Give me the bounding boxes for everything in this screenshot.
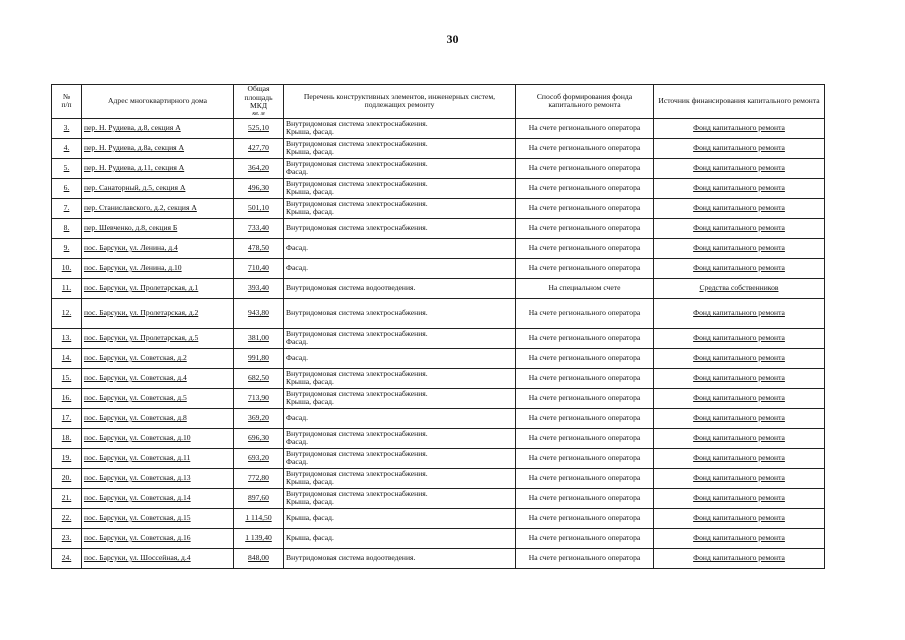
row-method-text: На счете регионального оператора <box>528 352 641 362</box>
row-address-text: пос. Барсуки, ул. Шоссейная, д.4 <box>84 552 191 562</box>
row-source-text: Фонд капитального ремонта <box>693 552 785 562</box>
row-source <box>654 508 825 528</box>
row-area <box>234 408 284 428</box>
row-area <box>234 508 284 528</box>
row-source-text: Фонд капитального ремонта <box>693 472 785 482</box>
table-row <box>52 158 825 178</box>
table-row <box>52 448 825 468</box>
row-method-text: На счете регионального оператора <box>528 472 641 482</box>
row-number <box>52 298 82 328</box>
row-area-text: 496,30 <box>248 182 269 192</box>
row-source <box>654 238 825 258</box>
row-number-text: 20. <box>61 472 72 482</box>
header-area-label: Общая площадь МКД <box>244 84 273 111</box>
row-method <box>516 508 654 528</box>
row-source <box>654 158 825 178</box>
row-number <box>52 448 82 468</box>
row-area-text: 393,40 <box>248 282 269 292</box>
row-area <box>234 138 284 158</box>
row-area <box>234 328 284 348</box>
header-area-unit: кв. м <box>252 110 265 117</box>
row-area <box>234 548 284 568</box>
row-address <box>82 348 234 368</box>
row-number-text: 21. <box>61 492 72 502</box>
table-row <box>52 198 825 218</box>
row-source <box>654 328 825 348</box>
row-elements-text: Фасад. <box>286 262 308 272</box>
row-method <box>516 408 654 428</box>
row-source-text: Фонд капитального ремонта <box>693 512 785 522</box>
row-area <box>234 218 284 238</box>
row-number <box>52 138 82 158</box>
row-source-text: Фонд капитального ремонта <box>693 352 785 362</box>
table-row <box>52 118 825 138</box>
row-number-text: 14. <box>61 352 72 362</box>
row-number <box>52 198 82 218</box>
row-area-text: 772,80 <box>248 472 269 482</box>
row-source-text: Фонд капитального ремонта <box>693 242 785 252</box>
row-address <box>82 488 234 508</box>
row-area-text: 696,30 <box>248 432 269 442</box>
row-elements <box>284 278 516 298</box>
row-method-text: На счете регионального оператора <box>528 432 641 442</box>
row-method <box>516 348 654 368</box>
header-elements: Перечень конструктивных элементов, инженерных систем, подлежащих ремонту <box>284 85 516 119</box>
row-elements-text: Внутридомовая система электроснабжения. Фасад. <box>286 428 428 447</box>
row-elements <box>284 368 516 388</box>
row-number-text: 22. <box>61 512 72 522</box>
row-method <box>516 328 654 348</box>
row-area <box>234 368 284 388</box>
row-method <box>516 488 654 508</box>
row-number-text: 15. <box>61 372 72 382</box>
row-source-text: Фонд капитального ремонта <box>693 432 785 442</box>
row-area <box>234 348 284 368</box>
row-method-text: На счете регионального оператора <box>528 182 641 192</box>
row-source-text: Фонд капитального ремонта <box>693 532 785 542</box>
row-method <box>516 428 654 448</box>
row-address <box>82 528 234 548</box>
row-address-text: пос. Барсуки, ул. Советская, д.2 <box>84 352 187 362</box>
row-address-text: пос. Барсуки, ул. Ленина, д.4 <box>84 242 178 252</box>
row-method-text: На счете регионального оператора <box>528 262 641 272</box>
row-area-text: 991,80 <box>248 352 269 362</box>
table-row <box>52 138 825 158</box>
row-elements-text: Внутридомовая система водоотведения. <box>286 282 416 292</box>
row-address <box>82 328 234 348</box>
row-address <box>82 238 234 258</box>
row-source <box>654 388 825 408</box>
row-address-text: пос. Барсуки, ул. Советская, д.14 <box>84 492 191 502</box>
row-number <box>52 348 82 368</box>
row-area-text: 693,20 <box>248 452 269 462</box>
row-method-text: На счете регионального оператора <box>528 392 641 402</box>
row-elements <box>284 158 516 178</box>
row-source <box>654 468 825 488</box>
table-body <box>52 118 825 568</box>
row-address <box>82 448 234 468</box>
row-area <box>234 468 284 488</box>
row-address <box>82 178 234 198</box>
row-address-text: пос. Барсуки, ул. Советская, д.4 <box>84 372 187 382</box>
row-method-text: На счете регионального оператора <box>528 222 641 232</box>
row-address-text: пос. Барсуки, ул. Советская, д.13 <box>84 472 191 482</box>
row-address <box>82 158 234 178</box>
row-area <box>234 158 284 178</box>
table-row <box>52 298 825 328</box>
row-elements-text: Внутридомовая система электроснабжения. Крыша, фасад. <box>286 488 428 507</box>
row-elements <box>284 178 516 198</box>
row-method-text: На счете регионального оператора <box>528 202 641 212</box>
row-address-text: пос. Барсуки, ул. Советская, д.8 <box>84 412 187 422</box>
page-number: 30 <box>446 32 459 46</box>
row-address <box>82 508 234 528</box>
row-method-text: На счете регионального оператора <box>528 492 641 502</box>
row-elements-text: Внутридомовая система электроснабжения. Крыша, фасад. <box>286 138 428 157</box>
row-method <box>516 258 654 278</box>
row-area-text: 501,10 <box>248 202 269 212</box>
row-area <box>234 178 284 198</box>
row-area-text: 897,60 <box>248 492 269 502</box>
row-elements <box>284 328 516 348</box>
row-elements-text: Крыша, фасад. <box>286 532 334 542</box>
row-area <box>234 298 284 328</box>
row-method-text: На счете регионального оператора <box>528 162 641 172</box>
row-address <box>82 118 234 138</box>
row-method <box>516 548 654 568</box>
row-address-text: пер. Шевченко, д.8, секция Б <box>84 222 178 232</box>
row-number-text: 4. <box>63 142 70 152</box>
row-method <box>516 468 654 488</box>
row-elements-text: Фасад. <box>286 242 308 252</box>
row-method-text: На счете регионального оператора <box>528 307 641 317</box>
row-address <box>82 368 234 388</box>
row-source <box>654 218 825 238</box>
row-method-text: На счете регионального оператора <box>528 552 641 562</box>
row-source <box>654 138 825 158</box>
row-method <box>516 528 654 548</box>
row-source-text: Фонд капитального ремонта <box>693 452 785 462</box>
row-address-text: пос. Барсуки, ул. Пролетарская, д.1 <box>84 282 199 292</box>
row-method-text: На счете регионального оператора <box>528 122 641 132</box>
row-source <box>654 348 825 368</box>
row-source-text: Фонд капитального ремонта <box>693 182 785 192</box>
row-address <box>82 388 234 408</box>
row-source-text: Фонд капитального ремонта <box>693 307 785 317</box>
table-row <box>52 178 825 198</box>
row-elements-text: Фасад. <box>286 352 308 362</box>
row-number <box>52 548 82 568</box>
row-number-text: 18. <box>61 432 72 442</box>
row-source <box>654 448 825 468</box>
row-area-text: 943,80 <box>248 307 269 317</box>
row-area-text: 682,50 <box>248 372 269 382</box>
row-area-text: 713,90 <box>248 392 269 402</box>
row-area <box>234 488 284 508</box>
row-number <box>52 328 82 348</box>
row-number-text: 7. <box>63 202 70 212</box>
row-elements <box>284 408 516 428</box>
row-method-text: На счете регионального оператора <box>528 512 641 522</box>
row-method <box>516 178 654 198</box>
row-number-text: 19. <box>61 452 72 462</box>
row-method-text: На счете регионального оператора <box>528 532 641 542</box>
row-address <box>82 278 234 298</box>
table-row <box>52 258 825 278</box>
row-address-text: пос. Барсуки, ул. Советская, д.10 <box>84 432 191 442</box>
header-method: Способ формирования фонда капитального ремонта <box>516 85 654 119</box>
row-source-text: Фонд капитального ремонта <box>693 202 785 212</box>
row-address-text: пос. Барсуки, ул. Пролетарская, д.5 <box>84 332 199 342</box>
row-elements <box>284 548 516 568</box>
row-address-text: пос. Барсуки, ул. Ленина, д.10 <box>84 262 182 272</box>
row-source-text: Средства собственников <box>699 282 779 292</box>
table-row <box>52 348 825 368</box>
row-elements <box>284 138 516 158</box>
row-elements <box>284 508 516 528</box>
row-area-text: 1 114,50 <box>245 512 272 522</box>
row-area <box>234 258 284 278</box>
table-row <box>52 488 825 508</box>
header-source: Источник финансирования капитального ремонта <box>654 85 825 119</box>
row-source <box>654 178 825 198</box>
row-address-text: пос. Барсуки, ул. Советская, д.16 <box>84 532 191 542</box>
row-source <box>654 298 825 328</box>
row-elements <box>284 528 516 548</box>
row-source-text: Фонд капитального ремонта <box>693 262 785 272</box>
row-method-text: На счете регионального оператора <box>528 142 641 152</box>
row-method <box>516 218 654 238</box>
row-address-text: пер. Н. Рудиева, д.11, секция А <box>84 162 185 172</box>
row-area-text: 1 139,40 <box>245 532 272 542</box>
table-row <box>52 368 825 388</box>
row-method <box>516 278 654 298</box>
row-area <box>234 238 284 258</box>
row-method <box>516 138 654 158</box>
row-address <box>82 218 234 238</box>
row-elements <box>284 238 516 258</box>
row-source <box>654 408 825 428</box>
row-elements-text: Внутридомовая система электроснабжения. Фасад. <box>286 328 428 347</box>
row-source <box>654 198 825 218</box>
row-address <box>82 138 234 158</box>
row-number-text: 12. <box>61 307 72 317</box>
row-elements <box>284 258 516 278</box>
row-method <box>516 118 654 138</box>
row-address-text: пос. Барсуки, ул. Советская, д.11 <box>84 452 191 462</box>
row-number <box>52 158 82 178</box>
header-address: Адрес многоквартирного дома <box>82 85 234 119</box>
row-number-text: 13. <box>61 332 72 342</box>
row-area <box>234 118 284 138</box>
row-method-text: На счете регионального оператора <box>528 332 641 342</box>
table-row <box>52 388 825 408</box>
row-area <box>234 428 284 448</box>
row-address <box>82 548 234 568</box>
row-area <box>234 198 284 218</box>
row-number-text: 23. <box>61 532 72 542</box>
row-number <box>52 508 82 528</box>
row-method <box>516 198 654 218</box>
row-elements <box>284 198 516 218</box>
row-address <box>82 198 234 218</box>
row-number-text: 8. <box>63 222 70 232</box>
row-number-text: 10. <box>61 262 72 272</box>
row-number-text: 5. <box>63 162 70 172</box>
row-area <box>234 278 284 298</box>
row-number <box>52 368 82 388</box>
row-area <box>234 448 284 468</box>
row-source <box>654 528 825 548</box>
row-number-text: 24. <box>61 552 72 562</box>
table-row <box>52 468 825 488</box>
row-number <box>52 238 82 258</box>
row-method <box>516 238 654 258</box>
row-number <box>52 488 82 508</box>
table-row <box>52 508 825 528</box>
row-number <box>52 218 82 238</box>
row-method-text: На счете регионального оператора <box>528 452 641 462</box>
row-area-text: 381,00 <box>248 332 269 342</box>
row-address <box>82 298 234 328</box>
row-elements-text: Внутридомовая система электроснабжения. <box>286 222 428 232</box>
row-elements-text: Внутридомовая система электроснабжения. Фасад. <box>286 448 428 467</box>
row-source <box>654 258 825 278</box>
row-number-text: 17. <box>61 412 72 422</box>
row-source-text: Фонд капитального ремонта <box>693 392 785 402</box>
row-number-text: 11. <box>61 282 72 292</box>
row-elements <box>284 348 516 368</box>
row-number <box>52 468 82 488</box>
row-address <box>82 258 234 278</box>
row-source <box>654 548 825 568</box>
row-address-text: пер. Санаторный, д.5, секция А <box>84 182 186 192</box>
row-elements-text: Внутридомовая система электроснабжения. Крыша, фасад. <box>286 368 428 387</box>
table-row <box>52 428 825 448</box>
row-address-text: пер. Н. Рудиева, д.8, секция А <box>84 122 181 132</box>
row-elements <box>284 298 516 328</box>
header-area <box>234 85 284 119</box>
row-number <box>52 258 82 278</box>
row-address-text: пос. Барсуки, ул. Пролетарская, д.2 <box>84 307 199 317</box>
row-number <box>52 178 82 198</box>
row-elements <box>284 428 516 448</box>
row-area-text: 364,20 <box>248 162 269 172</box>
row-source <box>654 118 825 138</box>
row-elements-text: Внутридомовая система электроснабжения. <box>286 307 428 317</box>
row-elements <box>284 388 516 408</box>
row-elements-text: Крыша, фасад. <box>286 512 334 522</box>
table-row <box>52 548 825 568</box>
row-elements-text: Внутридомовая система электроснабжения. Крыша, фасад. <box>286 178 428 197</box>
table-row <box>52 408 825 428</box>
row-area-text: 427,70 <box>248 142 269 152</box>
row-method <box>516 298 654 328</box>
row-source-text: Фонд капитального ремонта <box>693 222 785 232</box>
row-address-text: пер. Станиславского, д.2, секция А <box>84 202 197 212</box>
row-source <box>654 368 825 388</box>
row-number <box>52 388 82 408</box>
row-source <box>654 488 825 508</box>
row-elements-text: Внутридомовая система электроснабжения. Крыша, фасад. <box>286 468 428 487</box>
row-source-text: Фонд капитального ремонта <box>693 412 785 422</box>
row-elements-text: Фасад. <box>286 412 308 422</box>
row-source-text: Фонд капитального ремонта <box>693 332 785 342</box>
table-row <box>52 528 825 548</box>
row-elements-text: Внутридомовая система электроснабжения. Фасад. <box>286 158 428 177</box>
row-address-text: пос. Барсуки, ул. Советская, д.5 <box>84 392 187 402</box>
row-number-text: 9. <box>63 242 70 252</box>
row-number-text: 6. <box>63 182 70 192</box>
row-number <box>52 278 82 298</box>
row-elements <box>284 118 516 138</box>
row-method-text: На счете регионального оператора <box>528 372 641 382</box>
row-method <box>516 388 654 408</box>
table-row <box>52 238 825 258</box>
row-method <box>516 158 654 178</box>
row-elements-text: Внутридомовая система электроснабжения. Крыша, фасад. <box>286 388 428 407</box>
row-elements-text: Внутридомовая система электроснабжения. Крыша, фасад. <box>286 118 428 137</box>
row-source-text: Фонд капитального ремонта <box>693 122 785 132</box>
table-header-row <box>52 85 825 119</box>
row-number-text: 3. <box>63 122 70 132</box>
row-source-text: Фонд капитального ремонта <box>693 142 785 152</box>
row-number-text: 16. <box>61 392 72 402</box>
row-method <box>516 448 654 468</box>
table-row <box>52 278 825 298</box>
table-row <box>52 328 825 348</box>
row-address <box>82 428 234 448</box>
row-source <box>654 278 825 298</box>
row-address <box>82 408 234 428</box>
row-elements-text: Внутридомовая система водоотведения. <box>286 552 416 562</box>
row-method-text: На специальном счете <box>548 282 621 292</box>
row-elements <box>284 448 516 468</box>
row-area-text: 710,40 <box>248 262 269 272</box>
row-area-text: 369,20 <box>248 412 269 422</box>
row-area-text: 525,10 <box>248 122 269 132</box>
row-source-text: Фонд капитального ремонта <box>693 162 785 172</box>
row-elements <box>284 218 516 238</box>
row-method-text: На счете регионального оператора <box>528 412 641 422</box>
row-number <box>52 118 82 138</box>
header-num: № п/п <box>52 85 82 119</box>
row-address-text: пер. Н. Рудиева, д.8а, секция А <box>84 142 185 152</box>
row-source <box>654 428 825 448</box>
row-number <box>52 428 82 448</box>
row-area <box>234 528 284 548</box>
row-number <box>52 408 82 428</box>
repair-registry-table <box>51 84 825 569</box>
row-elements <box>284 468 516 488</box>
row-address-text: пос. Барсуки, ул. Советская, д.15 <box>84 512 191 522</box>
row-method <box>516 368 654 388</box>
row-area-text: 478,50 <box>248 242 269 252</box>
row-elements-text: Внутридомовая система электроснабжения. Крыша, фасад. <box>286 198 428 217</box>
row-area <box>234 388 284 408</box>
row-method-text: На счете регионального оператора <box>528 242 641 252</box>
row-source-text: Фонд капитального ремонта <box>693 372 785 382</box>
row-area-text: 733,40 <box>248 222 269 232</box>
row-area-text: 848,00 <box>248 552 269 562</box>
table-row <box>52 218 825 238</box>
row-address <box>82 468 234 488</box>
row-source-text: Фонд капитального ремонта <box>693 492 785 502</box>
row-elements <box>284 488 516 508</box>
row-number <box>52 528 82 548</box>
